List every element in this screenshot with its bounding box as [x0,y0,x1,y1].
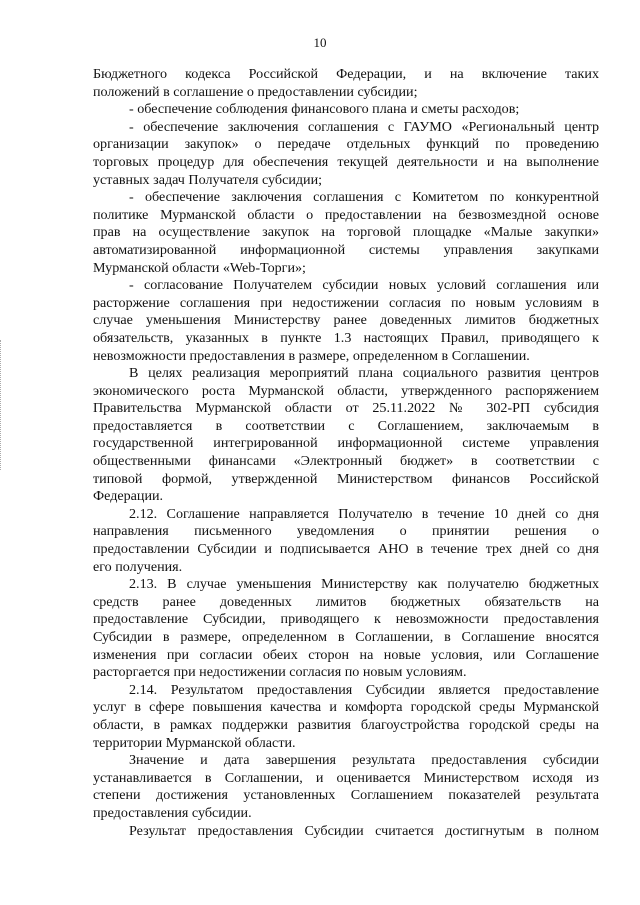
text-line: услуг в сфере повышения качества и комфорта городской среды Мурманской [93,699,599,716]
text-line: торговых процедур для обеспечения текущей деятельности и на выполнение [93,153,599,170]
text-line: - обеспечение заключения соглашения с ГАУМО «Региональный центр [129,118,599,135]
text-line: государственной интегрированной информационной системе управления [93,435,599,452]
text-line: В целях реализация мероприятий плана социального развития центров [129,365,599,382]
text-line: Результат предоставления Субсидии считается достигнутым в полном [129,822,599,839]
text-line: направления письменного уведомления о принятии решения о [93,523,599,540]
text-line: прав на осуществление закупок на торговой площадке «Малые закупки» [93,224,599,241]
text-line: - согласование Получателем субсидии новых условий соглашения или [129,277,599,294]
text-line: типовой формой, утвержденной Министерством финансов Российской [93,470,599,487]
document-body [93,66,599,840]
text-line: Значение и дата завершения результата предоставления субсидии [129,752,599,769]
text-line: положений в соглашение о предоставлении субсидии; [93,83,418,100]
text-line: - обеспечение соблюдения финансового плана и сметы расходов; [129,101,520,118]
text-line: Субсидии в размере, определенном в Соглашении, в Соглашение вносятся [93,629,599,645]
text-line: Правительства Мурманской области от 25.11.2022 № 302-РП субсидия [93,400,599,417]
text-line: предоставления субсидии. [93,804,252,821]
text-line: автоматизированной информационной системы управления закупками [93,241,599,258]
page-number: 10 [313,35,327,50]
scan-margin-mark [0,340,5,470]
text-line: 2.13. В случае уменьшения Министерству как получателю бюджетных [129,576,599,593]
text-line: расторжение соглашения при недостижении согласия по новым условиям в [93,294,599,311]
text-line: расторгается при недостижении согласия по новым условиям. [93,664,467,681]
text-line: - обеспечение заключения соглашения с Комитетом по конкурентной [129,189,599,206]
text-line: степени достижения установленных Соглашением показателей результата [93,787,599,804]
text-line: организации закупок» о передаче отдельных функций по проведению [93,136,599,153]
text-line: экономического роста Мурманской области, утвержденного распоряжением [93,382,599,399]
text-line: случае уменьшения Министерству ранее доведенных лимитов бюджетных [93,312,599,329]
text-line: 2.12. Соглашение направляется Получателю в течение 10 дней со дня [129,505,599,522]
text-line: изменения при согласии обеих сторон на новые условия, или Соглашение [93,646,599,663]
text-line: устанавливается в Соглашении, и оценивается Министерством исходя из [93,769,599,786]
text-line: средств ранее доведенных лимитов бюджетных обязательств на [93,593,599,610]
text-line: области, в рамках поддержки развития благоустройства городской среды на [93,716,599,733]
text-line: политике Мурманской области о предоставлении на безвозмездной основе [93,206,599,223]
text-line: предоставление Субсидии, приводящего к невозможности предоставления [93,611,599,628]
text-line: Федерации. [93,488,164,505]
text-line: его получения. [93,558,183,575]
text-line: общественными финансами «Электронный бюджет» в соответствии с [93,453,599,470]
text-line: уставных задач Получателя субсидии; [93,171,323,188]
text-line: невозможности предоставления в размере, определенном в Соглашении. [93,347,530,364]
text-line: 2.14. Результатом предоставления Субсидии является предоставление [129,681,599,698]
text-line: Бюджетного кодекса Российской Федерации, и на включение таких [93,66,599,82]
text-line: обязательств, указанных в пункте 1.3 настоящих Правил, приводящего к [93,329,599,346]
text-line: предоставляется в соответствии с Соглашением, заключаемым в [93,417,599,434]
text-line: предоставлении Субсидии и подписывается АНО в течение трех дней со дня [93,541,599,558]
text-line: Мурманской области «Web-Торги»; [93,259,306,276]
text-line: территории Мурманской области. [93,734,296,751]
